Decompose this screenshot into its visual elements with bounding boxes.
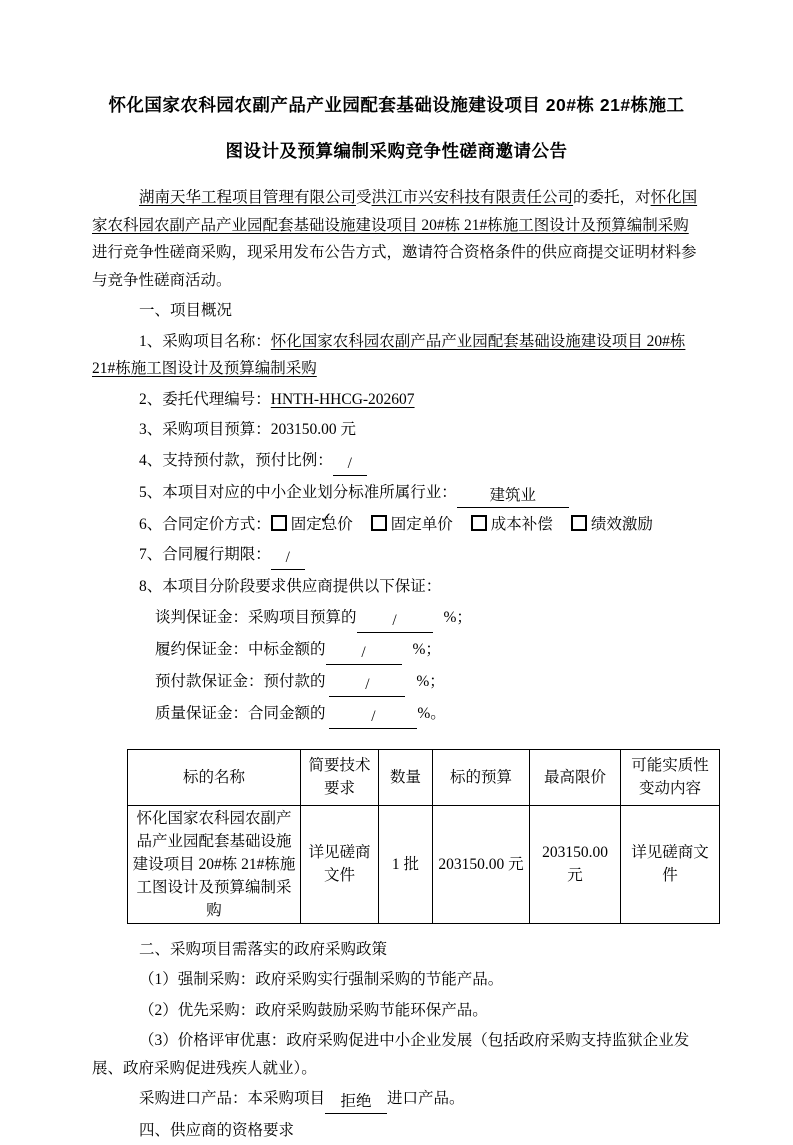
- blank-field: /: [326, 642, 402, 665]
- guarantee-label: 履约保证金：中标金额的: [155, 640, 326, 658]
- checkbox-unchecked-icon: [471, 515, 487, 531]
- cell-quantity: 1 批: [379, 805, 433, 923]
- col-header-substantive-changes: 可能实质性变动内容: [621, 749, 720, 805]
- item-label: 1、采购项目名称：: [139, 332, 271, 350]
- import-suffix: 进口产品。: [387, 1090, 465, 1107]
- option-label: 固定单价: [390, 515, 453, 533]
- item-label: 6、合同定价方式：: [139, 515, 271, 533]
- section4-heading: 四、供应商的资格要求: [139, 1122, 295, 1139]
- guarantee-label: 质量保证金：合同金额的: [155, 704, 326, 722]
- item-label: 4、支持预付款，预付比例：: [139, 451, 333, 469]
- blank-field: 拒绝: [325, 1091, 387, 1114]
- blank-field: /: [271, 547, 305, 570]
- option-cost-compensation: [471, 516, 553, 533]
- guarantee-performance: [92, 636, 701, 665]
- agency-name: 湖南天华工程项目管理有限公司: [139, 189, 357, 206]
- cell-tech-requirements: 详见磋商文件: [301, 805, 379, 923]
- item-label: 2、委托代理编号：: [139, 390, 271, 408]
- option-label: 成本补偿: [490, 515, 553, 533]
- guarantee-suffix: %；: [416, 672, 445, 690]
- cell-subject-name: 怀化国家农科园农副产品产业园配套基础设施建设项目 20#栋 21#栋施工图设计及预算编制采购: [128, 805, 301, 923]
- guarantee-suffix: %。: [417, 704, 446, 722]
- guarantee-prepayment: [92, 668, 701, 697]
- blank-field: 建筑业: [457, 485, 569, 508]
- project-name: 怀化国家农科园农副产品产业园配套基础设施建设项目 20#栋 21#栋施工图设计及预算编制采购: [92, 189, 698, 234]
- client-name: 洪江市兴安科技有限责任公司: [371, 189, 574, 206]
- item-pricing-method: [92, 511, 701, 539]
- title-line-2: 图设计及预算编制采购竞争性磋商邀请公告: [225, 141, 568, 161]
- col-header-tech-requirements: 简要技术要求: [301, 749, 379, 805]
- item-value: 怀化国家农科园农副产品产业园配套基础设施建设项目 20#栋 21#栋施工图设计及预算编制采购: [92, 332, 686, 377]
- item-prepayment: [92, 447, 701, 476]
- guarantee-label: 谈判保证金：采购项目预算的: [155, 608, 357, 626]
- checkbox-unchecked-icon: [571, 515, 587, 531]
- col-header-max-price: 最高限价: [530, 749, 621, 805]
- item-guarantees-heading: 8、本项目分阶段要求供应商提供以下保证：: [139, 578, 442, 595]
- intro-text: 进行竞争性磋商采购，现采用发布公告方式，邀请符合资格条件的供应商提交证明材料参与竞争性磋商活动。: [92, 244, 697, 289]
- item-budget: 3、采购项目预算：203150.00 元: [139, 421, 357, 438]
- option-performance-incentive: [571, 516, 653, 533]
- item-industry: [92, 479, 701, 508]
- cell-max-price: 203150.00 元: [530, 805, 621, 923]
- cell-substantive-changes: 详见磋商文件: [621, 805, 720, 923]
- item-project-name: [92, 328, 701, 383]
- blank-field: /: [329, 674, 405, 697]
- intro-text: 的委托，对: [573, 189, 651, 206]
- table-header-row: [128, 749, 720, 805]
- import-products-line: [92, 1085, 701, 1114]
- intro-text: 受: [356, 189, 372, 206]
- guarantee-suffix: %；: [412, 640, 441, 658]
- option-label: 固定总价: [290, 515, 353, 533]
- section2-heading: 二、采购项目需落实的政府采购政策: [139, 940, 388, 958]
- policy-item-mandatory: （1）强制采购：政府采购实行强制采购的节能产品。: [139, 971, 504, 988]
- table-row: [128, 805, 720, 923]
- guarantee-negotiation: [92, 604, 701, 633]
- import-label: 采购进口产品：本采购项目: [139, 1090, 326, 1107]
- section1-heading: 一、项目概况: [139, 302, 233, 319]
- checkbox-checked-icon: [271, 515, 287, 531]
- blank-field: /: [329, 706, 417, 729]
- item-agency-number: [92, 386, 701, 414]
- option-fixed-total-price: [271, 516, 353, 533]
- item-label: 7、合同履行期限：: [139, 546, 271, 563]
- blank-field: /: [357, 610, 433, 633]
- guarantee-quality: [92, 700, 701, 729]
- blank-field: /: [333, 453, 367, 476]
- option-label: 绩效激励: [590, 515, 653, 533]
- cell-subject-budget: 203150.00 元: [433, 805, 530, 923]
- policy-item-priority: （2）优先采购：政府采购鼓励采购节能环保产品。: [139, 1001, 488, 1019]
- col-header-quantity: 数量: [379, 749, 433, 805]
- guarantee-suffix: %；: [443, 608, 472, 626]
- procurement-lots-table: [127, 749, 720, 924]
- item-value: HNTH-HHCG-202607: [270, 390, 415, 408]
- col-header-subject-name: 标的名称: [128, 749, 301, 805]
- checkbox-unchecked-icon: [371, 515, 387, 531]
- option-fixed-unit-price: [371, 516, 453, 533]
- guarantee-label: 预付款保证金：预付款的: [155, 672, 326, 690]
- item-contract-period: [92, 541, 701, 570]
- col-header-subject-budget: 标的预算: [433, 749, 530, 805]
- title-line-1: 怀化国家农科园农副产品产业园配套基础设施建设项目 20#栋 21#栋施工: [108, 95, 685, 115]
- item-label: 5、本项目对应的中小企业划分标准所属行业：: [139, 483, 457, 501]
- intro-paragraph: [92, 184, 701, 294]
- document-title: [92, 82, 701, 174]
- policy-item-price-review: （3）价格评审优惠：政府采购促进中小企业发展（包括政府采购支持监狱企业发展、政府采购促进残疾人就业）。: [92, 1032, 690, 1077]
